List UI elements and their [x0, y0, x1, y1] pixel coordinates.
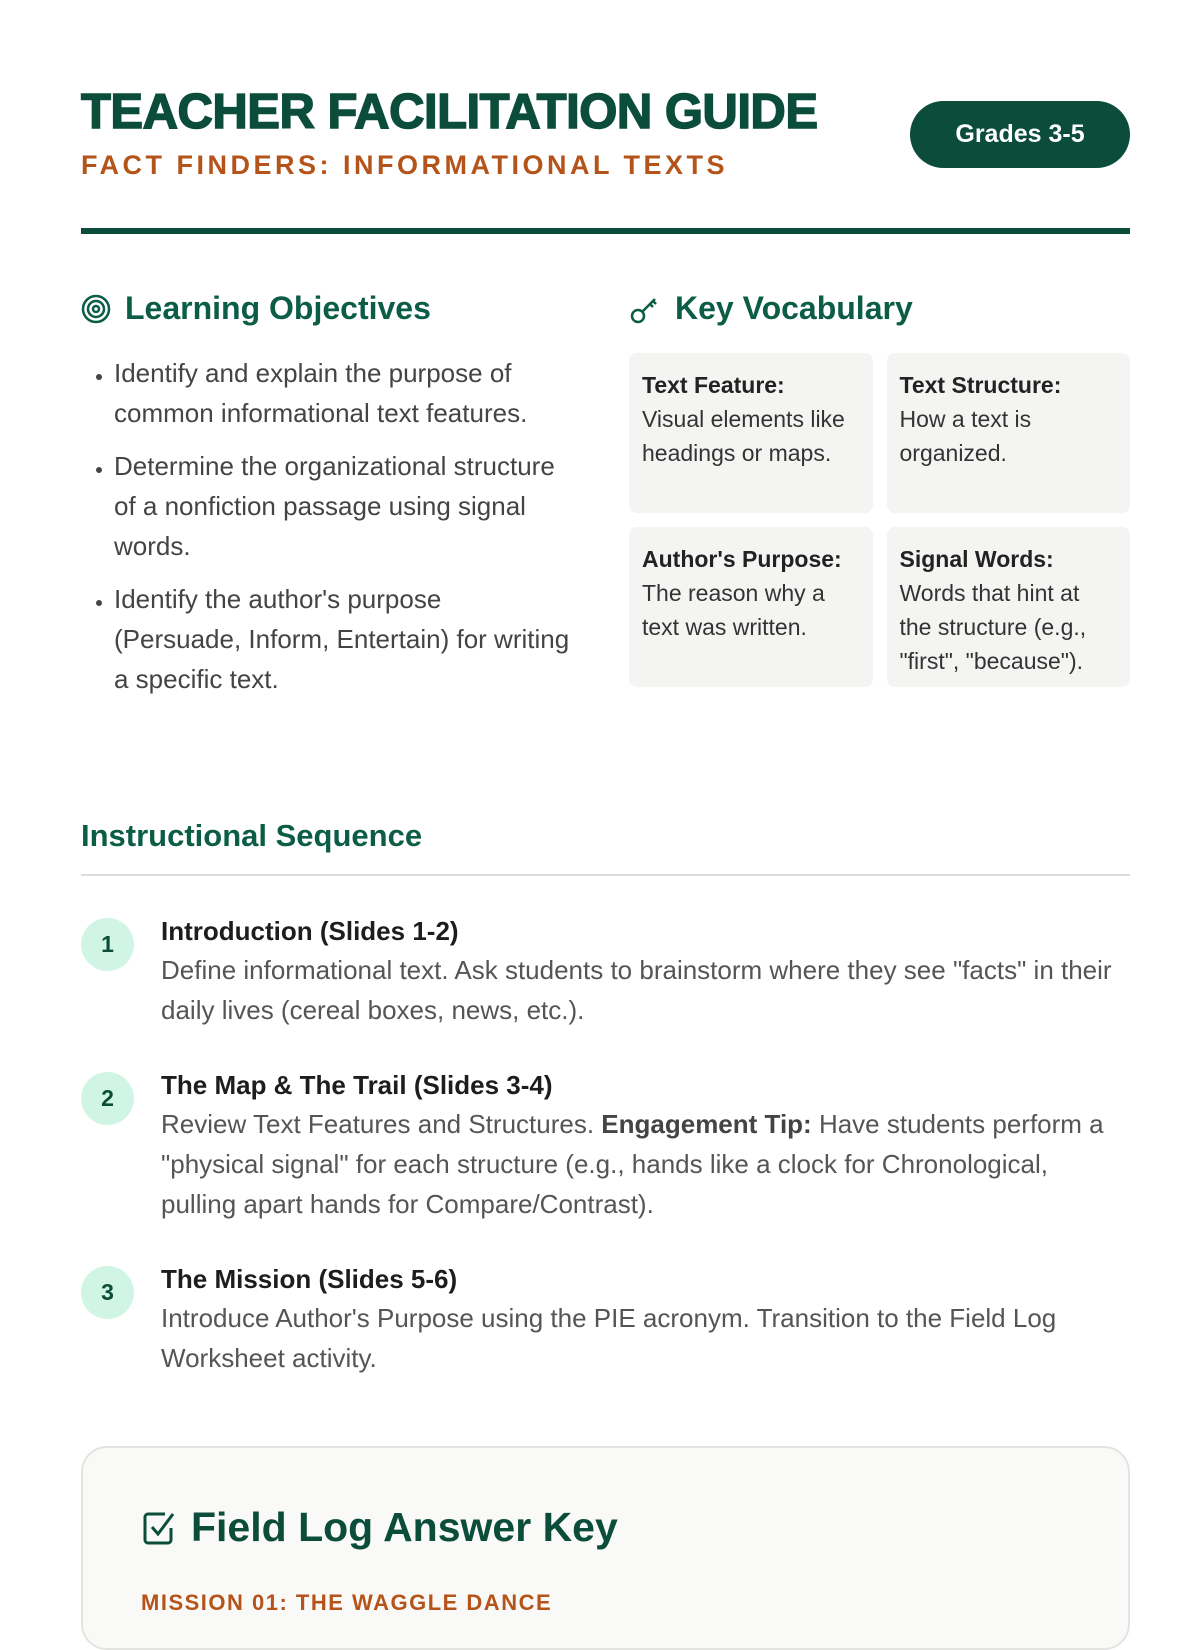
vocab-definition: The reason why a text was written. [642, 580, 825, 640]
answer-key-card [81, 1446, 1130, 1650]
sequence-step [81, 1260, 1130, 1378]
objective-item: • Identify and explain the purpose of common informational text features. [114, 353, 571, 433]
vocab-card [887, 353, 1131, 513]
step-title: Introduction (Slides 1-2) [161, 916, 459, 946]
step-description: Define informational text. Ask students to brainstorm where they see "facts" in their daily lives (cereal boxes, news, etc.). [161, 955, 1112, 1025]
step-number: 3 [81, 1266, 134, 1319]
learning-objectives [81, 290, 571, 712]
header-divider [81, 228, 1130, 234]
target-icon [81, 294, 111, 324]
step-description: Review Text Features and Structures. Engagement Tip: Have students perform a "physical signal" for each structure (e.g., hands like a clock for Chronological, pulling apart hands for Compare/Contrast). [161, 1109, 1104, 1219]
vocab-card [887, 527, 1131, 687]
step-description: Introduce Author's Purpose using the PIE acronym. Transition to the Field Log Worksheet activity. [161, 1303, 1057, 1373]
mission-heading: MISSION 01: THE WAGGLE DANCE [141, 1590, 553, 1615]
sequence-step [81, 1066, 1130, 1224]
step-number: 1 [81, 918, 134, 971]
section-title: Learning Objectives [125, 290, 431, 326]
key-icon [629, 293, 661, 325]
vocab-term: Text Feature: [642, 372, 785, 398]
instructional-sequence [81, 818, 1130, 1378]
vocab-definition: Words that hint at the structure (e.g., "first", "because"). [899, 580, 1087, 674]
engagement-tip-label: Engagement Tip: [601, 1109, 812, 1139]
vocab-card [629, 527, 873, 687]
page-title: TEACHER FACILITATION GUIDE [81, 85, 818, 139]
section-divider [81, 874, 1130, 876]
vocab-card [629, 353, 873, 513]
section-title: Field Log Answer Key [191, 1504, 618, 1550]
step-number: 2 [81, 1072, 134, 1125]
checkbox-icon [141, 1510, 177, 1546]
vocab-term: Text Structure: [899, 372, 1062, 398]
vocab-term: Author's Purpose: [642, 546, 842, 572]
grade-badge: Grades 3-5 [910, 101, 1130, 168]
objective-item: • Identify the author's purpose (Persuade, Inform, Entertain) for writing a specific text. [114, 579, 571, 699]
vocab-definition: How a text is organized. [899, 406, 1032, 466]
section-title: Instructional Sequence [81, 818, 423, 853]
step-title: The Mission (Slides 5-6) [161, 1264, 458, 1294]
key-vocabulary [629, 290, 1130, 687]
objective-item: • Determine the organizational structure of a nonfiction passage using signal words. [114, 446, 571, 566]
page-subtitle: FACT FINDERS: INFORMATIONAL TEXTS [81, 150, 728, 180]
sequence-step [81, 912, 1130, 1030]
vocab-definition: Visual elements like headings or maps. [642, 406, 845, 466]
step-title: The Map & The Trail (Slides 3-4) [161, 1070, 553, 1100]
vocab-term: Signal Words: [899, 546, 1054, 572]
section-title: Key Vocabulary [675, 290, 913, 326]
